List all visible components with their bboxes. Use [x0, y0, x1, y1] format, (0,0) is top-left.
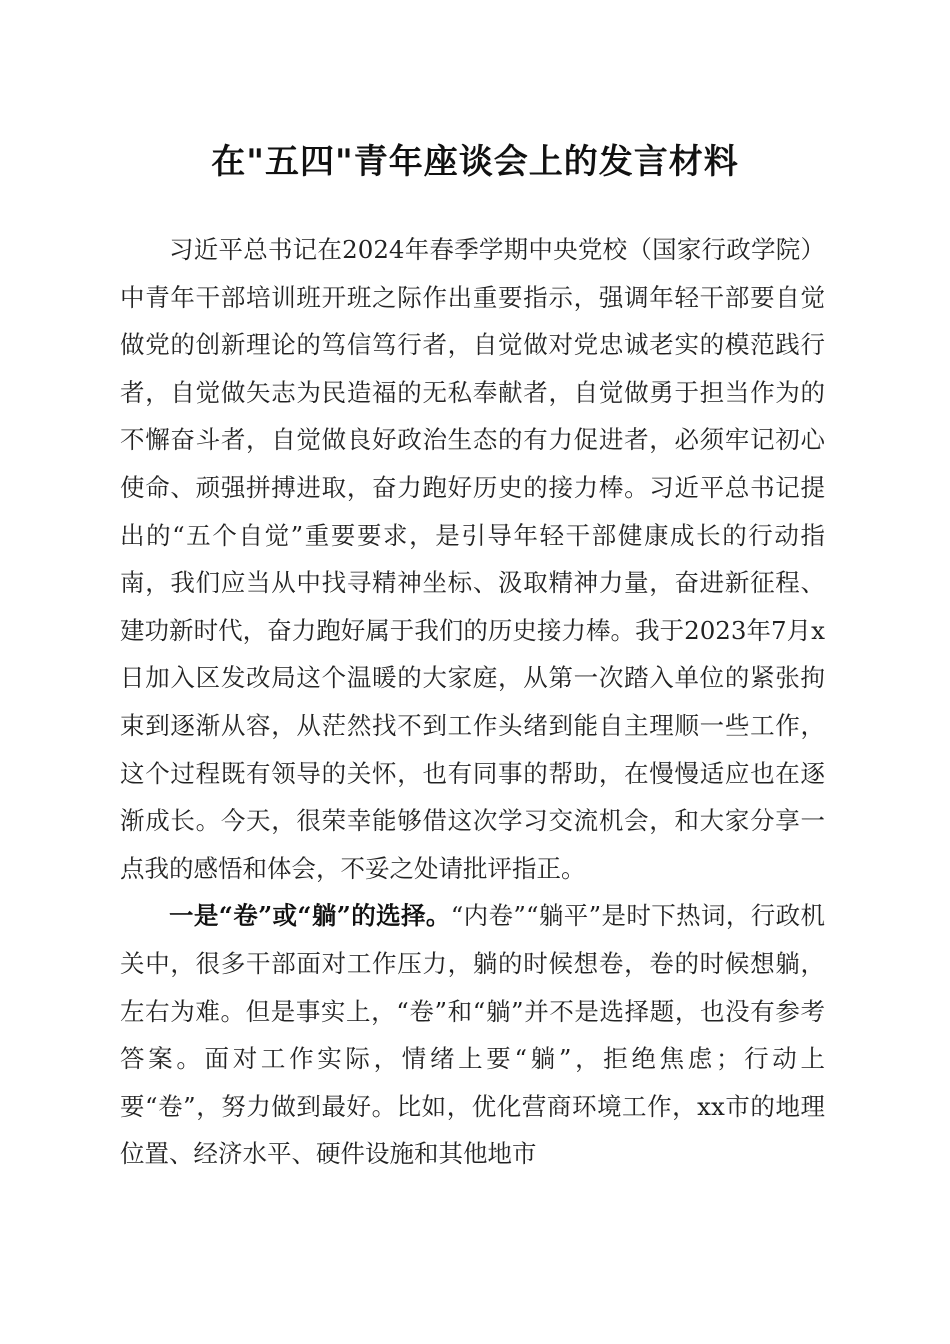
paragraph-text: 习近平总书记在2024年春季学期中央党校（国家行政学院）中青年干部培训班开班之际作出重要指示，强调年轻干部要自觉做党的创新理论的笃信笃行者，自觉做对党忠诚老实的模范践行者，自觉做矢志为民造福的无私奉献者，自觉做勇于担当作为的不懈奋斗者，自觉做良好政治生态的有力促进者，必须牢记初心使命、顽强拼搏进取，奋力跑好历史的接力棒。习近平总书记提出的“五个自觉”重要要求，是引导年轻干部健康成长的行动指南，我们应当从中找寻精神坐标、汲取精神力量，奋进新征程、建功新时代，奋力跑好属于我们的历史接力棒。我于2023年7月x日加入区发改局这个温暖的大家庭，从第一次踏入单位的紧张拘束到逐渐从容，从茫然找不到工作头绪到能自主理顺一些工作，这个过程既有领导的关怀，也有同事的帮助，在慢慢适应也在逐渐成长。今天，很荣幸能够借这次学习交流机会，和大家分享一点我的感悟和体会，不妥之处请批评指正。 — [120, 235, 825, 883]
document-title: 在"五四"青年座谈会上的发言材料 — [211, 142, 739, 182]
paragraph-text: “内卷”“躺平”是时下热词，行政机关中，很多干部面对工作压力，躺的时候想卷，卷的时候想躺，左右为难。但是事实上，“卷”和“躺”并不是选择题，也没有参考答案。面对工作实际，情绪上要“躺”，拒绝焦虑；行动上要“卷”，努力做到最好。比如，优化营商环境工作，xx市的地理位置、经济水平、硬件设施和其他地市 — [120, 901, 825, 1169]
paragraph-lead: 一是“卷”或“躺”的选择。 — [169, 901, 451, 931]
paragraph-intro — [120, 226, 825, 892]
paragraph-point-one — [120, 892, 825, 1178]
document-body — [120, 226, 825, 1178]
